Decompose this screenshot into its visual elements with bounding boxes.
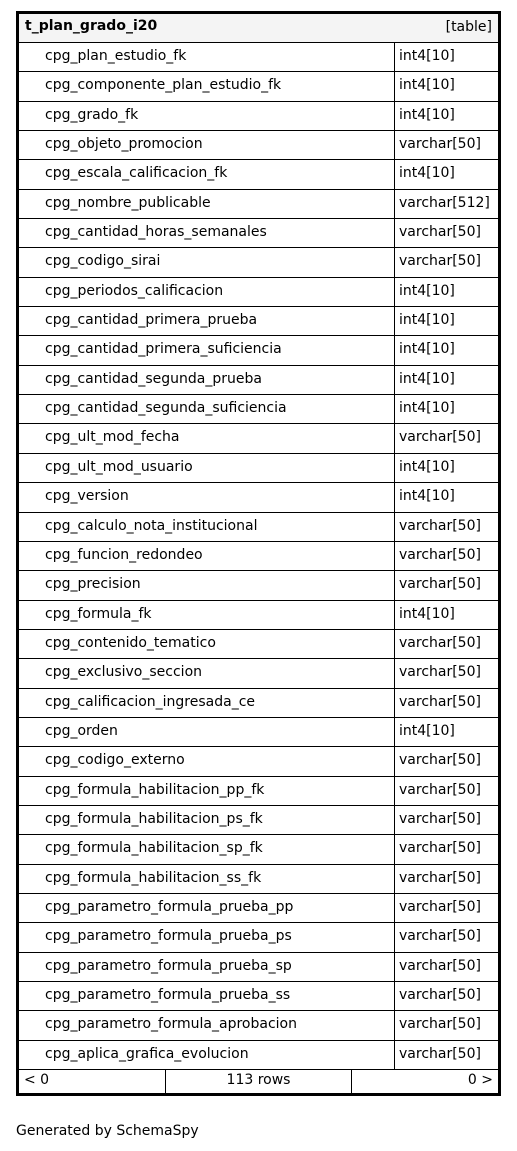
column-row[interactable] [19, 865, 498, 894]
column-type: int4[10] [394, 307, 498, 335]
child-count[interactable]: 0 > [467, 1072, 493, 1088]
column-row[interactable] [19, 718, 498, 747]
column-type: varchar[50] [394, 571, 498, 599]
column-name: cpg_precision [45, 576, 141, 593]
column-name: cpg_exclusivo_seccion [45, 664, 203, 681]
column-type: int4[10] [394, 336, 498, 364]
column-type: varchar[50] [394, 865, 498, 893]
column-row[interactable] [19, 72, 498, 101]
column-type: varchar[50] [394, 835, 498, 863]
column-type: varchar[50] [394, 1011, 498, 1039]
column-type: varchar[50] [394, 806, 498, 834]
column-type: varchar[50] [394, 542, 498, 570]
column-name: cpg_grado_fk [45, 106, 139, 123]
column-name: cpg_version [45, 488, 129, 505]
column-name: cpg_calculo_nota_institucional [45, 517, 258, 534]
column-type: int4[10] [394, 454, 498, 482]
column-name: cpg_parametro_formula_prueba_ps [45, 928, 292, 945]
column-type: int4[10] [394, 483, 498, 511]
column-row[interactable] [19, 571, 498, 600]
column-type: varchar[50] [394, 131, 498, 159]
column-type: int4[10] [394, 278, 498, 306]
column-row[interactable] [19, 219, 498, 248]
column-type: int4[10] [394, 160, 498, 188]
column-type: varchar[50] [394, 982, 498, 1010]
column-row[interactable] [19, 953, 498, 982]
column-row[interactable] [19, 1041, 498, 1070]
column-row[interactable] [19, 278, 498, 307]
column-row[interactable] [19, 894, 498, 923]
column-row[interactable] [19, 689, 498, 718]
column-name: cpg_contenido_tematico [45, 634, 216, 651]
column-name: cpg_cantidad_segunda_suficiencia [45, 400, 287, 417]
column-name: cpg_ult_mod_usuario [45, 458, 193, 475]
column-row[interactable] [19, 777, 498, 806]
column-name: cpg_componente_plan_estudio_fk [45, 77, 282, 94]
column-type: varchar[50] [394, 424, 498, 452]
column-type: varchar[50] [394, 747, 498, 775]
column-name: cpg_formula_habilitacion_pp_fk [45, 781, 265, 798]
column-row[interactable] [19, 806, 498, 835]
column-row[interactable] [19, 43, 498, 72]
column-type: int4[10] [394, 102, 498, 130]
row-count: 113 rows [165, 1070, 352, 1093]
parent-count[interactable]: < 0 [24, 1072, 50, 1088]
column-name: cpg_codigo_sirai [45, 253, 161, 270]
column-name: cpg_funcion_redondeo [45, 546, 203, 563]
column-name: cpg_formula_habilitacion_ss_fk [45, 869, 262, 886]
column-name: cpg_formula_fk [45, 605, 152, 622]
column-name: cpg_aplica_grafica_evolucion [45, 1045, 249, 1062]
column-type: varchar[50] [394, 777, 498, 805]
column-name: cpg_cantidad_primera_prueba [45, 312, 258, 329]
column-row[interactable] [19, 659, 498, 688]
column-row[interactable] [19, 513, 498, 542]
column-type: varchar[50] [394, 953, 498, 981]
column-name: cpg_calificacion_ingresada_ce [45, 693, 256, 710]
column-row[interactable] [19, 190, 498, 219]
column-type: varchar[50] [394, 1041, 498, 1069]
column-name: cpg_ult_mod_fecha [45, 429, 180, 446]
column-row[interactable] [19, 1011, 498, 1040]
column-name: cpg_objeto_promocion [45, 136, 203, 153]
column-row[interactable] [19, 483, 498, 512]
column-type: varchar[512] [394, 190, 498, 218]
column-name: cpg_escala_calificacion_fk [45, 165, 228, 182]
column-row[interactable] [19, 630, 498, 659]
column-row[interactable] [19, 835, 498, 864]
column-row[interactable] [19, 454, 498, 483]
table-kind-label: [table] [445, 19, 492, 35]
column-name: cpg_cantidad_primera_suficiencia [45, 341, 282, 358]
table-node[interactable] [16, 11, 501, 1096]
column-name: cpg_parametro_formula_prueba_sp [45, 957, 292, 974]
column-name: cpg_nombre_publicable [45, 194, 211, 211]
column-row[interactable] [19, 982, 498, 1011]
column-row[interactable] [19, 102, 498, 131]
column-row[interactable] [19, 601, 498, 630]
column-row[interactable] [19, 395, 498, 424]
table-footer [19, 1070, 498, 1093]
column-type: varchar[50] [394, 894, 498, 922]
column-row[interactable] [19, 336, 498, 365]
column-name: cpg_periodos_calificacion [45, 282, 224, 299]
column-type: int4[10] [394, 72, 498, 100]
column-row[interactable] [19, 747, 498, 776]
table-header [19, 14, 498, 43]
column-row[interactable] [19, 542, 498, 571]
column-type: varchar[50] [394, 923, 498, 951]
column-type: int4[10] [394, 718, 498, 746]
column-name: cpg_formula_habilitacion_ps_fk [45, 810, 263, 827]
column-row[interactable] [19, 248, 498, 277]
column-row[interactable] [19, 131, 498, 160]
column-type: varchar[50] [394, 659, 498, 687]
column-type: varchar[50] [394, 248, 498, 276]
column-name: cpg_orden [45, 722, 118, 739]
column-row[interactable] [19, 366, 498, 395]
column-row[interactable] [19, 307, 498, 336]
column-name: cpg_parametro_formula_aprobacion [45, 1016, 297, 1033]
column-name: cpg_parametro_formula_prueba_ss [45, 987, 291, 1003]
column-type: int4[10] [394, 601, 498, 629]
column-type: varchar[50] [394, 219, 498, 247]
generated-by-label: Generated by SchemaSpy [16, 1123, 199, 1139]
column-type: varchar[50] [394, 630, 498, 658]
column-name: cpg_parametro_formula_prueba_pp [45, 898, 294, 915]
column-name: cpg_cantidad_horas_semanales [45, 224, 267, 241]
column-row[interactable] [19, 160, 498, 189]
column-row[interactable] [19, 424, 498, 453]
column-row[interactable] [19, 923, 498, 952]
column-type: varchar[50] [394, 689, 498, 717]
column-name: cpg_formula_habilitacion_sp_fk [45, 840, 263, 857]
column-name: cpg_plan_estudio_fk [45, 48, 187, 64]
column-type: varchar[50] [394, 513, 498, 541]
column-name: cpg_cantidad_segunda_prueba [45, 370, 262, 387]
column-name: cpg_codigo_externo [45, 752, 185, 769]
table-name: t_plan_grado_i20 [25, 18, 158, 34]
column-type: int4[10] [394, 366, 498, 394]
column-type: int4[10] [394, 43, 498, 71]
column-type: int4[10] [394, 395, 498, 423]
column-list [19, 43, 498, 1070]
